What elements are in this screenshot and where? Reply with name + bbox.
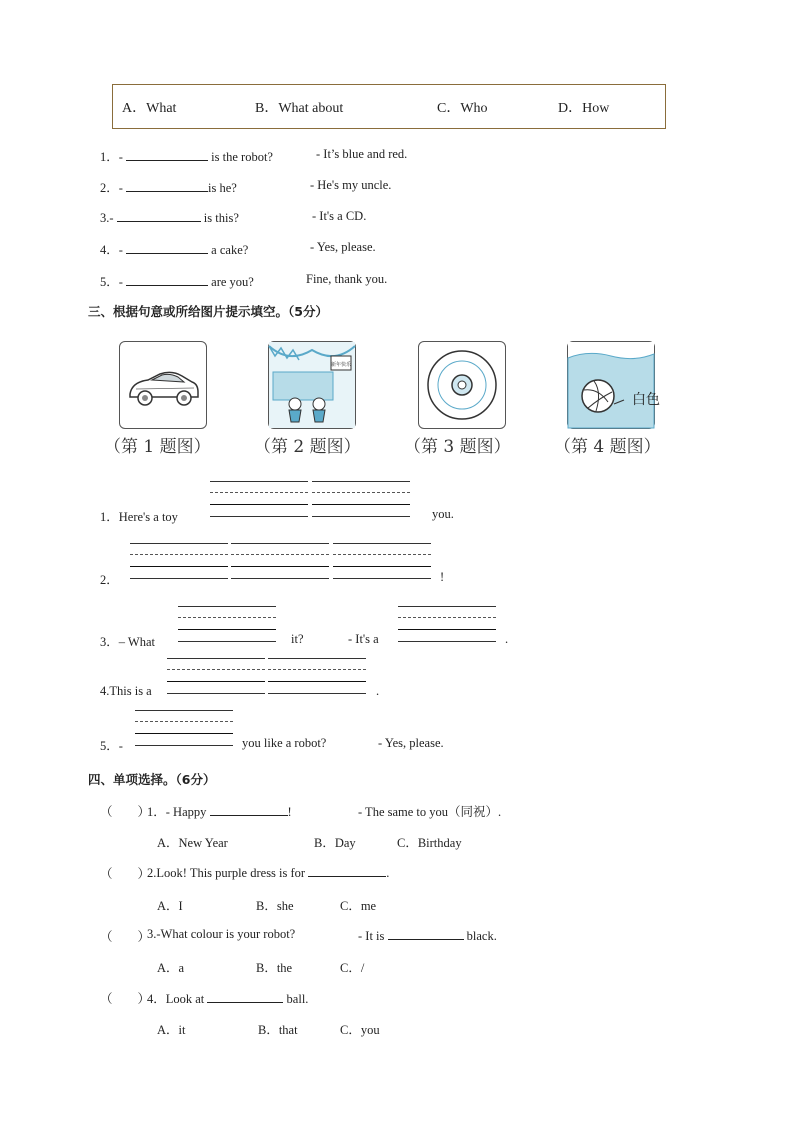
picture-3-cd — [418, 341, 506, 429]
part4-q2-stem — [147, 864, 389, 881]
answer-blank[interactable] — [126, 273, 208, 286]
part4-q1-stem — [147, 802, 292, 820]
stem-text: 1．- Happy — [147, 805, 207, 819]
part2-item-2 — [100, 178, 237, 196]
option-c[interactable]: C．me — [340, 899, 377, 913]
part3-q3-reply: - It's a — [348, 632, 379, 646]
part3-q2-suffix: ! — [440, 570, 445, 584]
answer-paren[interactable]: （ ） — [100, 991, 151, 1006]
volleyball-icon — [568, 342, 660, 428]
stem-end: . — [386, 866, 390, 880]
caption-4: （第 4 题图） — [554, 437, 661, 457]
item-number: 2．- — [100, 181, 123, 195]
writing-grid[interactable] — [135, 710, 233, 746]
part3-q3-prefix: 3．– What — [100, 635, 155, 649]
option-b[interactable]: B．the — [256, 961, 293, 975]
item-number: 4．- — [100, 243, 123, 257]
word-option-d: D．How — [558, 101, 610, 116]
part3-q1-suffix: you. — [432, 507, 454, 521]
part2-item-5 — [100, 272, 254, 290]
part2-reply-4: - Yes, please. — [310, 240, 376, 254]
part3-q4-prefix: 4.This is a — [100, 684, 152, 698]
item-number: 5．- — [100, 275, 123, 289]
pic2-sign-text: 新年快乐 — [330, 362, 352, 368]
stem-end: ! — [287, 805, 292, 819]
picture-4-volleyball — [567, 341, 660, 429]
part3-q1-prefix: 1．Here's a toy — [100, 510, 178, 524]
word-option-c: C．Who — [437, 101, 488, 116]
word-bank-box — [112, 84, 666, 129]
answer-blank[interactable] — [117, 209, 201, 222]
part3-q3-mid: it? — [291, 632, 304, 646]
item-number: 1．- — [100, 150, 123, 164]
option-b[interactable]: B．she — [256, 899, 294, 913]
option-c[interactable]: C．you — [340, 1023, 380, 1037]
part4-q1-reply: - The same to you（同祝）. — [358, 805, 502, 819]
caption-2: （第 2 题图） — [254, 437, 361, 457]
part2-item-3 — [100, 209, 239, 226]
item-text: are you? — [211, 275, 254, 289]
part2-item-4 — [100, 240, 248, 258]
item-text: is he? — [208, 181, 237, 195]
caption-3: （第 3 题图） — [404, 437, 511, 457]
caption-1: （第 1 题图） — [104, 437, 211, 457]
part3-q4-end: . — [376, 684, 380, 698]
stem-text: 4．Look at — [147, 992, 205, 1006]
car-icon — [120, 342, 206, 428]
item-number: 3.- — [100, 211, 114, 225]
option-c[interactable]: C．/ — [340, 961, 365, 975]
option-a[interactable]: A．I — [157, 899, 183, 913]
part3-q2-prefix: 2． — [100, 573, 119, 587]
writing-grid[interactable] — [167, 658, 265, 694]
answer-blank[interactable] — [308, 864, 386, 877]
reply-end: black. — [466, 929, 497, 943]
part4-q3-reply — [358, 927, 497, 944]
option-a[interactable]: A．it — [157, 1023, 186, 1037]
part3-q5-prefix: 5．- — [100, 739, 123, 753]
answer-paren[interactable]: （ ） — [100, 866, 151, 881]
writing-grid[interactable] — [268, 658, 366, 694]
answer-blank[interactable] — [210, 803, 288, 816]
part3-q3-end: . — [505, 632, 509, 646]
item-text: is this? — [203, 211, 239, 225]
writing-grid[interactable] — [398, 606, 496, 642]
option-b[interactable]: B．Day — [314, 836, 356, 850]
part2-reply-2: - He's my uncle. — [310, 178, 392, 192]
part3-q5-suffix: you like a robot? — [242, 736, 327, 750]
word-option-b: B．What about — [255, 101, 344, 116]
stem-end: ball. — [286, 992, 309, 1006]
pic4-label-text: 白色 — [632, 392, 660, 408]
answer-blank[interactable] — [388, 927, 464, 940]
writing-grid[interactable] — [178, 606, 276, 642]
option-a[interactable]: A．a — [157, 961, 185, 975]
option-c[interactable]: C．Birthday — [397, 836, 462, 850]
answer-blank[interactable] — [126, 179, 208, 192]
writing-grid[interactable] — [333, 543, 431, 579]
part2-item-1 — [100, 147, 273, 165]
option-b[interactable]: B．that — [258, 1023, 298, 1037]
writing-grid[interactable] — [130, 543, 228, 579]
answer-paren[interactable]: （ ） — [100, 804, 151, 819]
new-year-scene-icon — [269, 342, 355, 428]
writing-grid[interactable] — [312, 481, 410, 517]
part4-heading: 四、单项选择。（6分） — [88, 772, 216, 787]
stem-text: 2.Look! This purple dress is for — [147, 866, 306, 880]
word-option-a: A．What — [122, 101, 177, 116]
picture-1-car — [119, 341, 207, 429]
answer-blank[interactable] — [126, 241, 208, 254]
part2-reply-3: - It's a CD. — [312, 209, 367, 223]
part3-q5-reply: - Yes, please. — [378, 736, 444, 750]
part2-reply-5: Fine, thank you. — [306, 272, 388, 286]
answer-blank[interactable] — [207, 990, 283, 1003]
answer-paren[interactable]: （ ） — [100, 929, 151, 944]
picture-2-new-year — [268, 341, 356, 429]
reply-text: - It is — [358, 929, 385, 943]
part4-q3-stem: 3.-What colour is your robot? — [147, 927, 296, 941]
item-text: a cake? — [211, 243, 249, 257]
cd-disc-icon — [419, 342, 505, 428]
part3-heading: 三、根据句意或所给图片提示填空。（5分） — [88, 304, 328, 319]
writing-grid[interactable] — [210, 481, 308, 517]
option-a[interactable]: A．New Year — [157, 836, 228, 850]
writing-grid[interactable] — [231, 543, 329, 579]
answer-blank[interactable] — [126, 148, 208, 161]
item-text: is the robot? — [211, 150, 273, 164]
part4-q4-stem — [147, 989, 308, 1007]
part2-reply-1: - It’s blue and red. — [316, 147, 408, 161]
